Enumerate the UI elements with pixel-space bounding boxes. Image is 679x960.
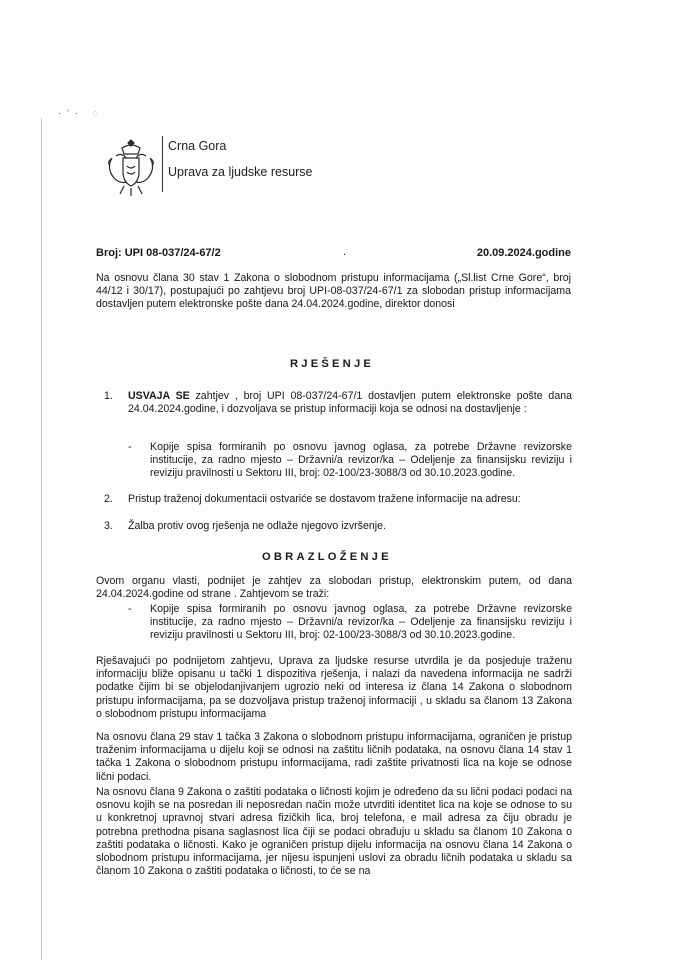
decision-item-2: [104, 493, 572, 506]
reasoning-paragraph-1: Ovom organu vlasti, podnijet je zahtjev za slobodan pristup, elektronskim putem, od dana 24.04.2024.godine od strane . Zahtjevom se traži:: [96, 575, 572, 601]
item-2-text: Pristup traženoj dokumentacii ostvariće se dostavom tražene informacije na adresu:: [128, 493, 521, 505]
reasoning-paragraph-2: Rješavajući po podnijetom zahtjevu, Uprava za ljudske resurse utvrdila je da posjeduje traženu informaciju bliže opisanu u tački 1 dispozitiva rješenja, i nalazi da navedena informacija ne sadrži podatke čijim bi se objelodanjivanjem ugrozio neki od interesa iz člana 14 Zakona o slobodnom pristupu informacijama, pa se dozvoljava pristup traženoj informaciji , u skladu sa članom 13 Zakona o slobodnom pristupu informacijama: [96, 655, 572, 720]
reference-date: 20.09.2024.godine: [476, 247, 571, 259]
country-name: Crna Gora: [168, 139, 227, 153]
header-divider: [162, 136, 163, 192]
reference-number: Broj: UPI 08-037/24-67/2: [96, 247, 221, 259]
reasoning-bullet: [128, 603, 572, 643]
reasoning-title: OBRAZLOŽENJE: [262, 551, 392, 563]
reasoning-paragraph-4: Na osnovu člana 9 Zakona o zaštiti podataka o ličnosti kojim je određeno da su lični podaci podaci na osnovu kojih se na posredan ili neposredan način može utvrditi identitet lica na koje se odnose to su u konkretnoj upravnoj stvari adresa fizičkih lica, broj telefona, e mail adresa za čiju obradu je potrebna prethodna pisana saglasnost lica čiji se podaci obrađuju u skladu sa članom 10 Zakona o zaštiti podataka o ličnosti. Kako je ograničen pristup dijelu informacija na osnovu člana 14 Zakona o slobodnom pristupu informacijama, jer nijesu ispunjeni uslovi za obradu ličnih podataka u skladu sa članom 10 Zakona o zaštiti podataka o ličnosti, to će se na: [96, 786, 572, 878]
reasoning-bullet-text: Kopije spisa formiranih po osnovu javnog oglasa, za potrebe Državne revizorske institucije, za radno mjesto – Državni/a revizor/ka – Odeljenje za finansijsku reviziju i reviziju pravilnosti u Sektoru III, broj: 02-100/23-3088/3 od 30.10.2023.godine.: [150, 603, 572, 642]
item-2-number: 2.: [104, 493, 113, 505]
scan-specks: ·’· ◌: [58, 108, 104, 118]
item-3-text: Žalba protiv ovog rješenja ne odlaže njegovo izvršenje.: [128, 520, 386, 532]
decision-item-1: [104, 390, 572, 416]
item-1-number: 1.: [104, 390, 113, 402]
decision-title: RJEŠENJE: [290, 358, 375, 370]
decision-bullet-text: Kopije spisa formiranih po osnovu javnog oglasa, za potrebe Državne revizorske institucije, za radno mjesto – Državni/a revizor/ka – Odeljenje za finansijsku reviziju i reviziju pravilnosti u Sektoru III, broj: 02-100/23-3088/3 od 30.10.2023.godine.: [150, 441, 572, 480]
reference-line: [96, 247, 571, 259]
scan-dot: .: [343, 246, 347, 258]
item-3-number: 3.: [104, 520, 113, 532]
item-1-bold: USVAJA SE: [128, 390, 190, 402]
bullet-dash: -: [128, 603, 132, 615]
intro-paragraph: Na osnovu člana 30 stav 1 Zakona o slobodnom pristupu informacijama („Sl.list Crne Gore“, broj 44/12 i 30/17), postupajući po zahtjevu broj UPI-08-037/24-67/1 za slobodan pristup informacijama dostavljen putem elektronske pošte dana 24.04.2024.godine, direktor donosi: [96, 272, 571, 311]
margin-line: [41, 118, 42, 960]
bullet-dash: -: [128, 441, 132, 453]
office-name: Uprava za ljudske resurse: [168, 165, 313, 179]
decision-item-3: [104, 520, 572, 533]
item-1-text: zahtjev , broj UPI 08-037/24-67/1 dostavljen putem elektronske pošte dana 24.04.2024.godine, i dozvoljava se pristup informaciji koja se odnosi na dostavljenje :: [128, 390, 572, 416]
coat-of-arms-icon: [104, 136, 158, 198]
reasoning-paragraph-3: Na osnovu člana 29 stav 1 tačka 3 Zakona o slobodnom pristupu informacijama, ograničen je pristup traženim informacijama u dijelu koji se odnosi na zaštitu ličnih podataka, na osnovu člana 14 stav 1 tačka 1 Zakona o slobodnom pristupu informacijama, radi zaštite privatnosti lica na koje se odnose lični podaci.: [96, 731, 572, 783]
decision-bullet: [128, 441, 572, 481]
